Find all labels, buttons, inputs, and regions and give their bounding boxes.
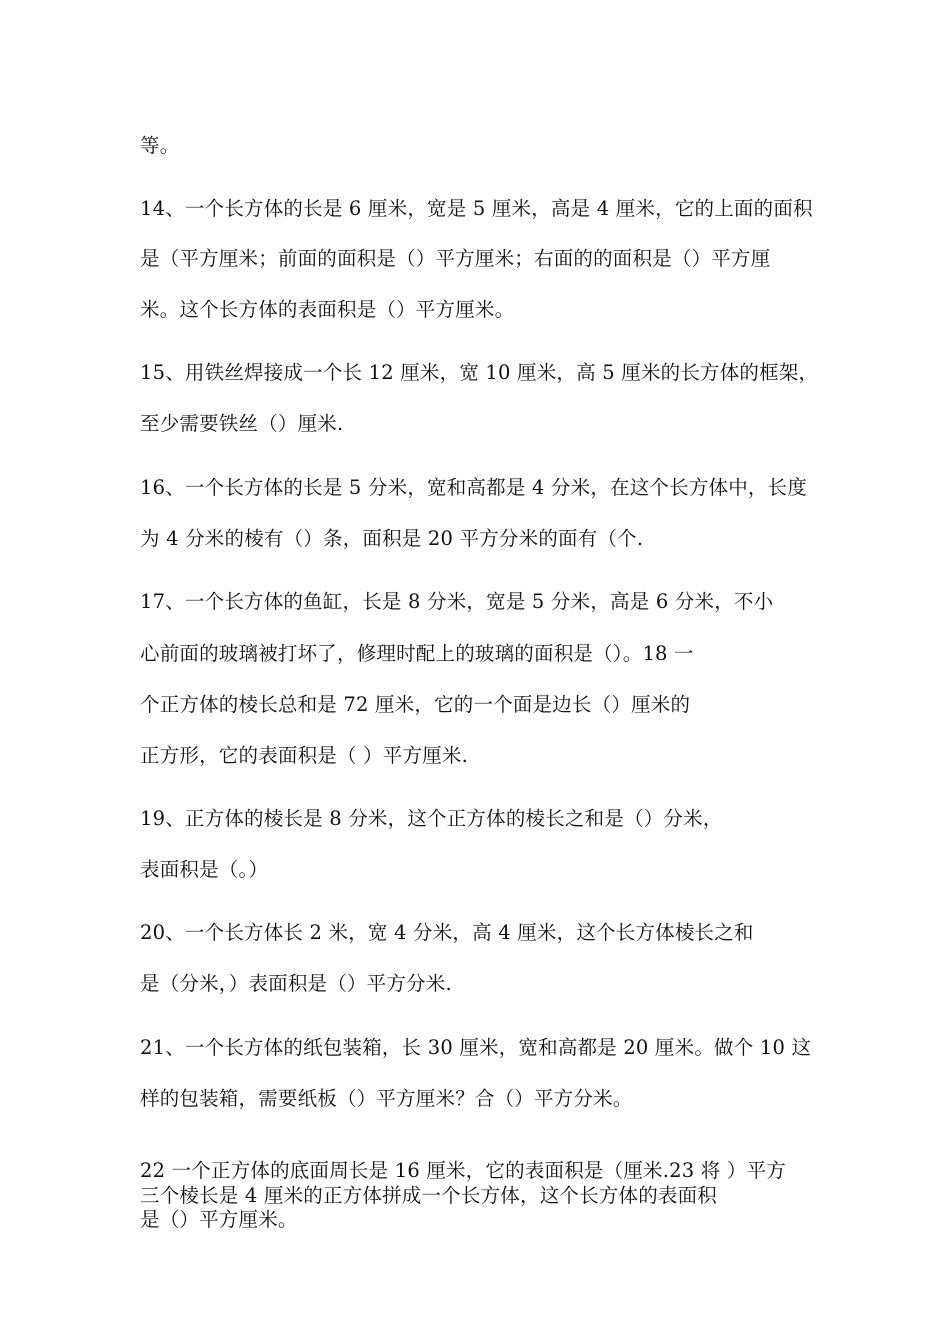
text-line-17: 21、一个长方体的纸包装箱，长 30 厘米，宽和高都是 20 厘米。做个 10 这 [140,1036,812,1059]
text-line-20: 三个棱长是 4 厘米的正方体拼成一个长方体，这个长方体的表面积 [140,1184,718,1207]
text-line-18: 样的包装箱，需要纸板（）平方厘米？合（）平方分米。 [140,1087,633,1110]
text-line-2: 14、一个长方体的长是 6 厘米，宽是 5 厘米，高是 4 厘米，它的上面的面积 [140,197,813,220]
text-line-8: 为 4 分米的棱有（）条，面积是 20 平方分米的面有（个. [140,527,644,550]
text-line-14: 表面积是（。） [140,858,269,881]
text-line-5: 15、用铁丝焊接成一个长 12 厘米，宽 10 厘米，高 5 厘米的长方体的框架， [140,361,819,384]
text-line-11: 个正方体的棱长总和是 72 厘米，它的一个面是边长（）厘米的 [140,693,691,716]
text-line-21: 是（）平方厘米。 [140,1208,298,1231]
text-line-6: 至少需要铁丝（）厘米. [140,412,344,435]
text-line-1: 等。 [140,134,180,157]
text-line-7: 16、一个长方体的长是 5 分米，宽和高都是 4 分米，在这个长方体中，长度 [140,476,808,499]
text-line-3: 是（平方厘米；前面的面积是（）平方厘米；右面的的面积是（）平方厘 [140,247,771,270]
text-line-9: 17、一个长方体的鱼缸，长是 8 分米，宽是 5 分米，高是 6 分米，不小 [140,590,774,613]
text-line-16: 是（分米，）表面积是（）平方分米. [140,972,452,995]
text-line-12: 正方形，它的表面积是（ ）平方厘米. [140,744,468,767]
text-line-15: 20、一个长方体长 2 米，宽 4 分米，高 4 厘米，这个长方体棱长之和 [140,921,754,944]
text-line-4: 米。这个长方体的表面积是（）平方厘米。 [140,298,515,321]
text-line-10: 心前面的玻璃被打坏了，修理时配上的玻璃的面积是（）。18 一 [140,642,694,665]
text-line-19: 22 一个正方体的底面周长是 16 厘米，它的表面积是（厘米.23 将 ）平方 [140,1159,786,1182]
text-line-13: 19、正方体的棱长是 8 分米，这个正方体的棱长之和是（）分米， [140,807,723,830]
